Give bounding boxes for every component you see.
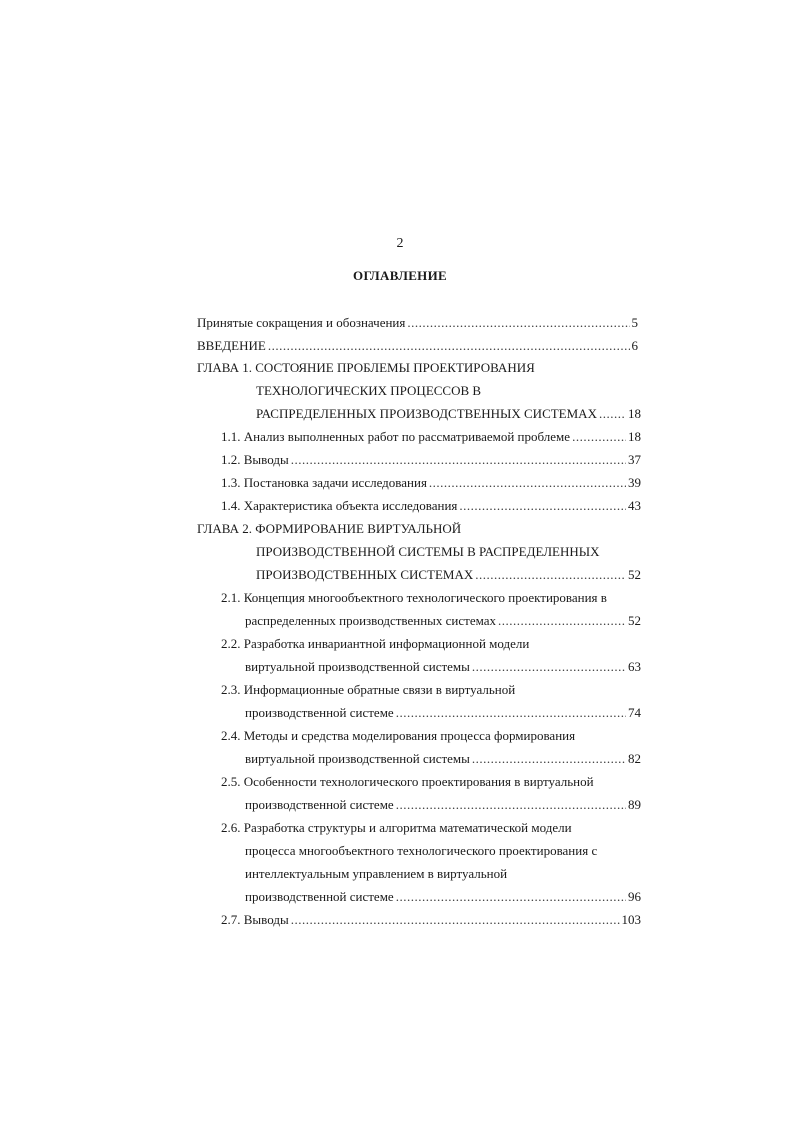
toc-entry-title: ПРОИЗВОДСТВЕННЫХ СИСТЕМАХ <box>256 567 474 582</box>
toc-section-2-6-line-4[interactable] <box>245 889 641 905</box>
dot-leader <box>268 338 630 354</box>
toc-entry-page: 96 <box>628 889 641 904</box>
dot-leader <box>407 315 629 331</box>
toc-entry-page: 37 <box>628 452 641 467</box>
toc-section-2-2-line-2[interactable] <box>245 659 641 675</box>
toc-chapter-2-line-2[interactable] <box>256 544 599 560</box>
toc-entry-title: производственной системе <box>245 797 394 812</box>
toc-entry-title: интеллектуальным управлением в виртуальной <box>245 866 508 881</box>
dot-leader <box>498 613 626 629</box>
dot-leader <box>396 705 626 721</box>
toc-entry-abbreviations[interactable] <box>197 315 638 331</box>
toc-chapter-1-line-3[interactable] <box>256 406 641 422</box>
toc-entry-title: ГЛАВА 2. ФОРМИРОВАНИЕ ВИРТУАЛЬНОЙ <box>197 521 462 536</box>
dot-leader <box>472 751 626 767</box>
toc-heading: ОГЛАВЛЕНИЕ <box>353 268 447 283</box>
toc-section-1-2[interactable] <box>221 452 641 468</box>
toc-entry-title: распределенных производственных системах <box>245 613 497 628</box>
toc-entry-page: 74 <box>628 705 641 720</box>
toc-entry-page: 18 <box>628 406 641 421</box>
toc-entry-page: 6 <box>631 338 638 353</box>
toc-entry-page: 89 <box>628 797 641 812</box>
toc-entry-page: 18 <box>628 429 641 444</box>
toc-entry-title: виртуальной производственной системы <box>245 751 470 766</box>
toc-chapter-2-line-1[interactable] <box>197 521 461 537</box>
toc-entry-page: 82 <box>628 751 641 766</box>
toc-entry-title: 2.1. Концепция многообъектного технологического проектирования в <box>221 590 607 605</box>
toc-entry-title: процесса многообъектного технологического проектирования с <box>245 843 598 858</box>
dot-leader <box>429 475 626 491</box>
toc-section-2-1-line-2[interactable] <box>245 613 641 629</box>
toc-entry-page: 43 <box>628 498 641 513</box>
toc-entry-title: ГЛАВА 1. СОСТОЯНИЕ ПРОБЛЕМЫ ПРОЕКТИРОВАНИЯ <box>197 360 535 375</box>
toc-chapter-1-line-2[interactable] <box>256 383 481 399</box>
toc-entry-page: 103 <box>621 912 641 927</box>
toc-entry-title: РАСПРЕДЕЛЕННЫХ ПРОИЗВОДСТВЕННЫХ СИСТЕМАХ <box>256 406 597 421</box>
dot-leader <box>472 659 626 675</box>
toc-entry-title: производственной системе <box>245 889 394 904</box>
toc-entry-title: Принятые сокращения и обозначения <box>197 315 406 330</box>
toc-section-2-6-line-3[interactable] <box>245 866 507 882</box>
toc-entry-title: производственной системе <box>245 705 394 720</box>
toc-section-2-6-line-2[interactable] <box>245 843 597 859</box>
toc-entry-title: 1.1. Анализ выполненных работ по рассматриваемой проблеме <box>221 429 571 444</box>
toc-section-2-4-line-2[interactable] <box>245 751 641 767</box>
dot-leader <box>475 567 626 583</box>
toc-entry-page: 39 <box>628 475 641 490</box>
toc-entry-page: 5 <box>631 315 638 330</box>
toc-entry-title: 2.5. Особенности технологического проектирования в виртуальной <box>221 774 594 789</box>
toc-section-1-4[interactable] <box>221 498 641 514</box>
toc-entry-title: ВВЕДЕНИЕ <box>197 338 266 353</box>
toc-section-2-6-line-1[interactable] <box>221 820 572 836</box>
dot-leader <box>291 452 626 468</box>
toc-section-1-3[interactable] <box>221 475 641 491</box>
toc-entry-title: 1.2. Выводы <box>221 452 289 467</box>
toc-entry-page: 52 <box>628 567 641 582</box>
toc-entry-title: 2.7. Выводы <box>221 912 289 927</box>
toc-section-2-7[interactable] <box>221 912 641 928</box>
toc-section-2-3-line-1[interactable] <box>221 682 515 698</box>
toc-entry-title: 2.6. Разработка структуры и алгоритма математической модели <box>221 820 572 835</box>
toc-entry-page: 63 <box>628 659 641 674</box>
dot-leader <box>572 429 626 445</box>
toc-entry-title: виртуальной производственной системы <box>245 659 470 674</box>
dot-leader <box>599 406 626 422</box>
dot-leader <box>291 912 620 928</box>
toc-entry-title: 2.2. Разработка инвариантной информационной модели <box>221 636 530 651</box>
toc-entry-page: 52 <box>628 613 641 628</box>
toc-section-2-2-line-1[interactable] <box>221 636 529 652</box>
toc-entry-introduction[interactable] <box>197 338 638 354</box>
toc-section-2-5-line-1[interactable] <box>221 774 594 790</box>
toc-section-1-1[interactable] <box>221 429 641 445</box>
toc-chapter-2-line-3[interactable] <box>256 567 641 583</box>
toc-section-2-3-line-2[interactable] <box>245 705 641 721</box>
dot-leader <box>396 797 626 813</box>
toc-section-2-1-line-1[interactable] <box>221 590 607 606</box>
toc-entry-title: ПРОИЗВОДСТВЕННОЙ СИСТЕМЫ В РАСПРЕДЕЛЕННЫХ <box>256 544 600 559</box>
toc-chapter-1-line-1[interactable] <box>197 360 535 376</box>
toc-section-2-4-line-1[interactable] <box>221 728 575 744</box>
toc-entry-title: 2.4. Методы и средства моделирования процесса формирования <box>221 728 576 743</box>
toc-section-2-5-line-2[interactable] <box>245 797 641 813</box>
page-number: 2 <box>396 236 404 251</box>
toc-entry-title: 1.3. Постановка задачи исследования <box>221 475 427 490</box>
toc-entry-title: ТЕХНОЛОГИЧЕСКИХ ПРОЦЕССОВ В <box>256 383 482 398</box>
dot-leader <box>459 498 626 514</box>
dot-leader <box>396 889 626 905</box>
toc-entry-title: 2.3. Информационные обратные связи в виртуальной <box>221 682 516 697</box>
toc-entry-title: 1.4. Характеристика объекта исследования <box>221 498 458 513</box>
